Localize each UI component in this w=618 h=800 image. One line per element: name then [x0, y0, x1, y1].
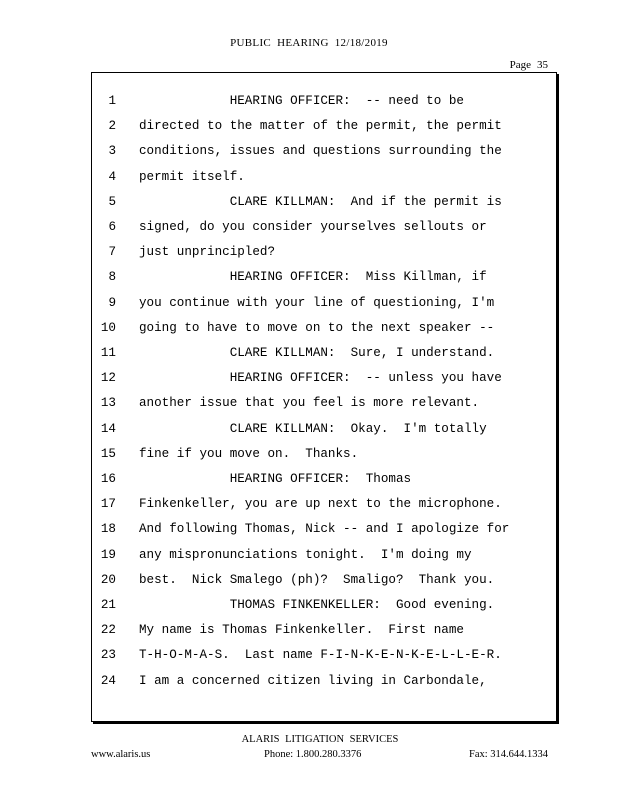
header-title: PUBLIC HEARING 12/18/2019	[230, 37, 388, 49]
page-number-value: 35	[537, 59, 548, 71]
line-text: CLARE KILLMAN: And if the permit is	[139, 194, 502, 209]
transcript-line	[91, 469, 551, 489]
transcript-line	[91, 343, 551, 363]
transcript-line	[91, 167, 551, 187]
line-number: 4	[108, 169, 116, 184]
line-text: HEARING OFFICER: Miss Killman, if	[139, 270, 487, 285]
transcript-line	[91, 595, 551, 615]
line-number: 1	[108, 94, 116, 108]
transcript-line	[91, 368, 551, 388]
line-number: 9	[108, 295, 116, 310]
line-number: 14	[100, 421, 116, 436]
line-text: just unprincipled?	[139, 245, 276, 260]
line-number: 5	[108, 194, 116, 209]
line-text: directed to the matter of the permit, the permit	[139, 119, 502, 134]
line-text: conditions, issues and questions surrounding the	[139, 144, 502, 159]
line-number: 23	[100, 648, 116, 663]
transcript-line	[91, 519, 551, 539]
line-text: you continue with your line of questioning, I'm	[139, 295, 495, 310]
transcript-line	[91, 141, 551, 161]
line-number: 10	[100, 320, 116, 335]
line-number: 8	[108, 270, 116, 285]
line-text: signed, do you consider yourselves sellouts or	[139, 220, 487, 234]
footer-fax: Fax: 314.644.1334	[469, 749, 549, 760]
transcript-line	[91, 116, 551, 136]
line-text: permit itself.	[139, 169, 245, 184]
line-number: 19	[100, 547, 116, 562]
transcript-line	[91, 242, 551, 262]
line-number: 17	[100, 497, 116, 512]
line-number: 13	[100, 396, 116, 411]
transcript-line	[91, 293, 551, 313]
transcript-line	[91, 494, 551, 514]
transcript-line	[91, 444, 551, 464]
line-number: 15	[100, 446, 116, 461]
transcript-line	[91, 217, 551, 237]
line-text: any mispronunciations tonight. I'm doing my	[139, 547, 472, 562]
line-text: HEARING OFFICER: -- unless you have	[139, 371, 502, 386]
line-number: 16	[100, 472, 116, 486]
transcript-line	[91, 545, 551, 565]
transcript-line	[91, 570, 551, 590]
line-text: HEARING OFFICER: Thomas	[139, 472, 412, 486]
transcript-line	[91, 620, 551, 640]
line-number: 6	[108, 220, 116, 234]
line-text: fine if you move on. Thanks.	[139, 446, 359, 461]
page-label: Page	[509, 59, 531, 71]
transcript-line	[91, 645, 551, 665]
line-number: 2	[108, 119, 116, 134]
line-text: THOMAS FINKENKELLER: Good evening.	[139, 598, 495, 612]
line-number: 3	[108, 144, 116, 159]
line-number: 12	[100, 371, 116, 386]
line-text: another issue that you feel is more relevant.	[139, 396, 480, 411]
line-text: T-H-O-M-A-S. Last name F-I-N-K-E-N-K-E-L-L-E-R.	[139, 648, 502, 663]
page-number	[510, 59, 548, 71]
line-number: 11	[100, 346, 116, 360]
line-number: 7	[108, 245, 116, 260]
line-text: CLARE KILLMAN: Okay. I'm totally	[139, 421, 487, 436]
line-number: 20	[100, 572, 116, 587]
transcript-line	[91, 419, 551, 439]
line-number: 18	[100, 522, 116, 537]
line-number: 22	[100, 623, 116, 638]
transcript-line	[91, 267, 551, 287]
line-text: And following Thomas, Nick -- and I apologize for	[139, 522, 510, 537]
transcript-line	[91, 91, 551, 111]
footer-phone: Phone: 1.800.280.3376	[264, 749, 362, 760]
line-text: HEARING OFFICER: -- need to be	[139, 94, 464, 108]
line-text: Finkenkeller, you are up next to the microphone.	[139, 497, 502, 512]
transcript-line	[91, 192, 551, 212]
line-text: I am a concerned citizen living in Carbondale,	[139, 673, 487, 688]
footer-website: www.alaris.us	[91, 749, 151, 760]
line-text: My name is Thomas Finkenkeller. First name	[139, 623, 464, 638]
line-number: 24	[100, 673, 116, 688]
line-number: 21	[100, 598, 116, 612]
line-text: best. Nick Smalego (ph)? Smaligo? Thank you.	[139, 572, 495, 587]
transcript-line	[91, 393, 551, 413]
transcript-line	[91, 671, 551, 691]
line-text: CLARE KILLMAN: Sure, I understand.	[139, 346, 495, 360]
line-text: going to have to move on to the next speaker --	[139, 320, 495, 335]
transcript-line	[91, 318, 551, 338]
footer-company: ALARIS LITIGATION SERVICES	[241, 734, 399, 745]
